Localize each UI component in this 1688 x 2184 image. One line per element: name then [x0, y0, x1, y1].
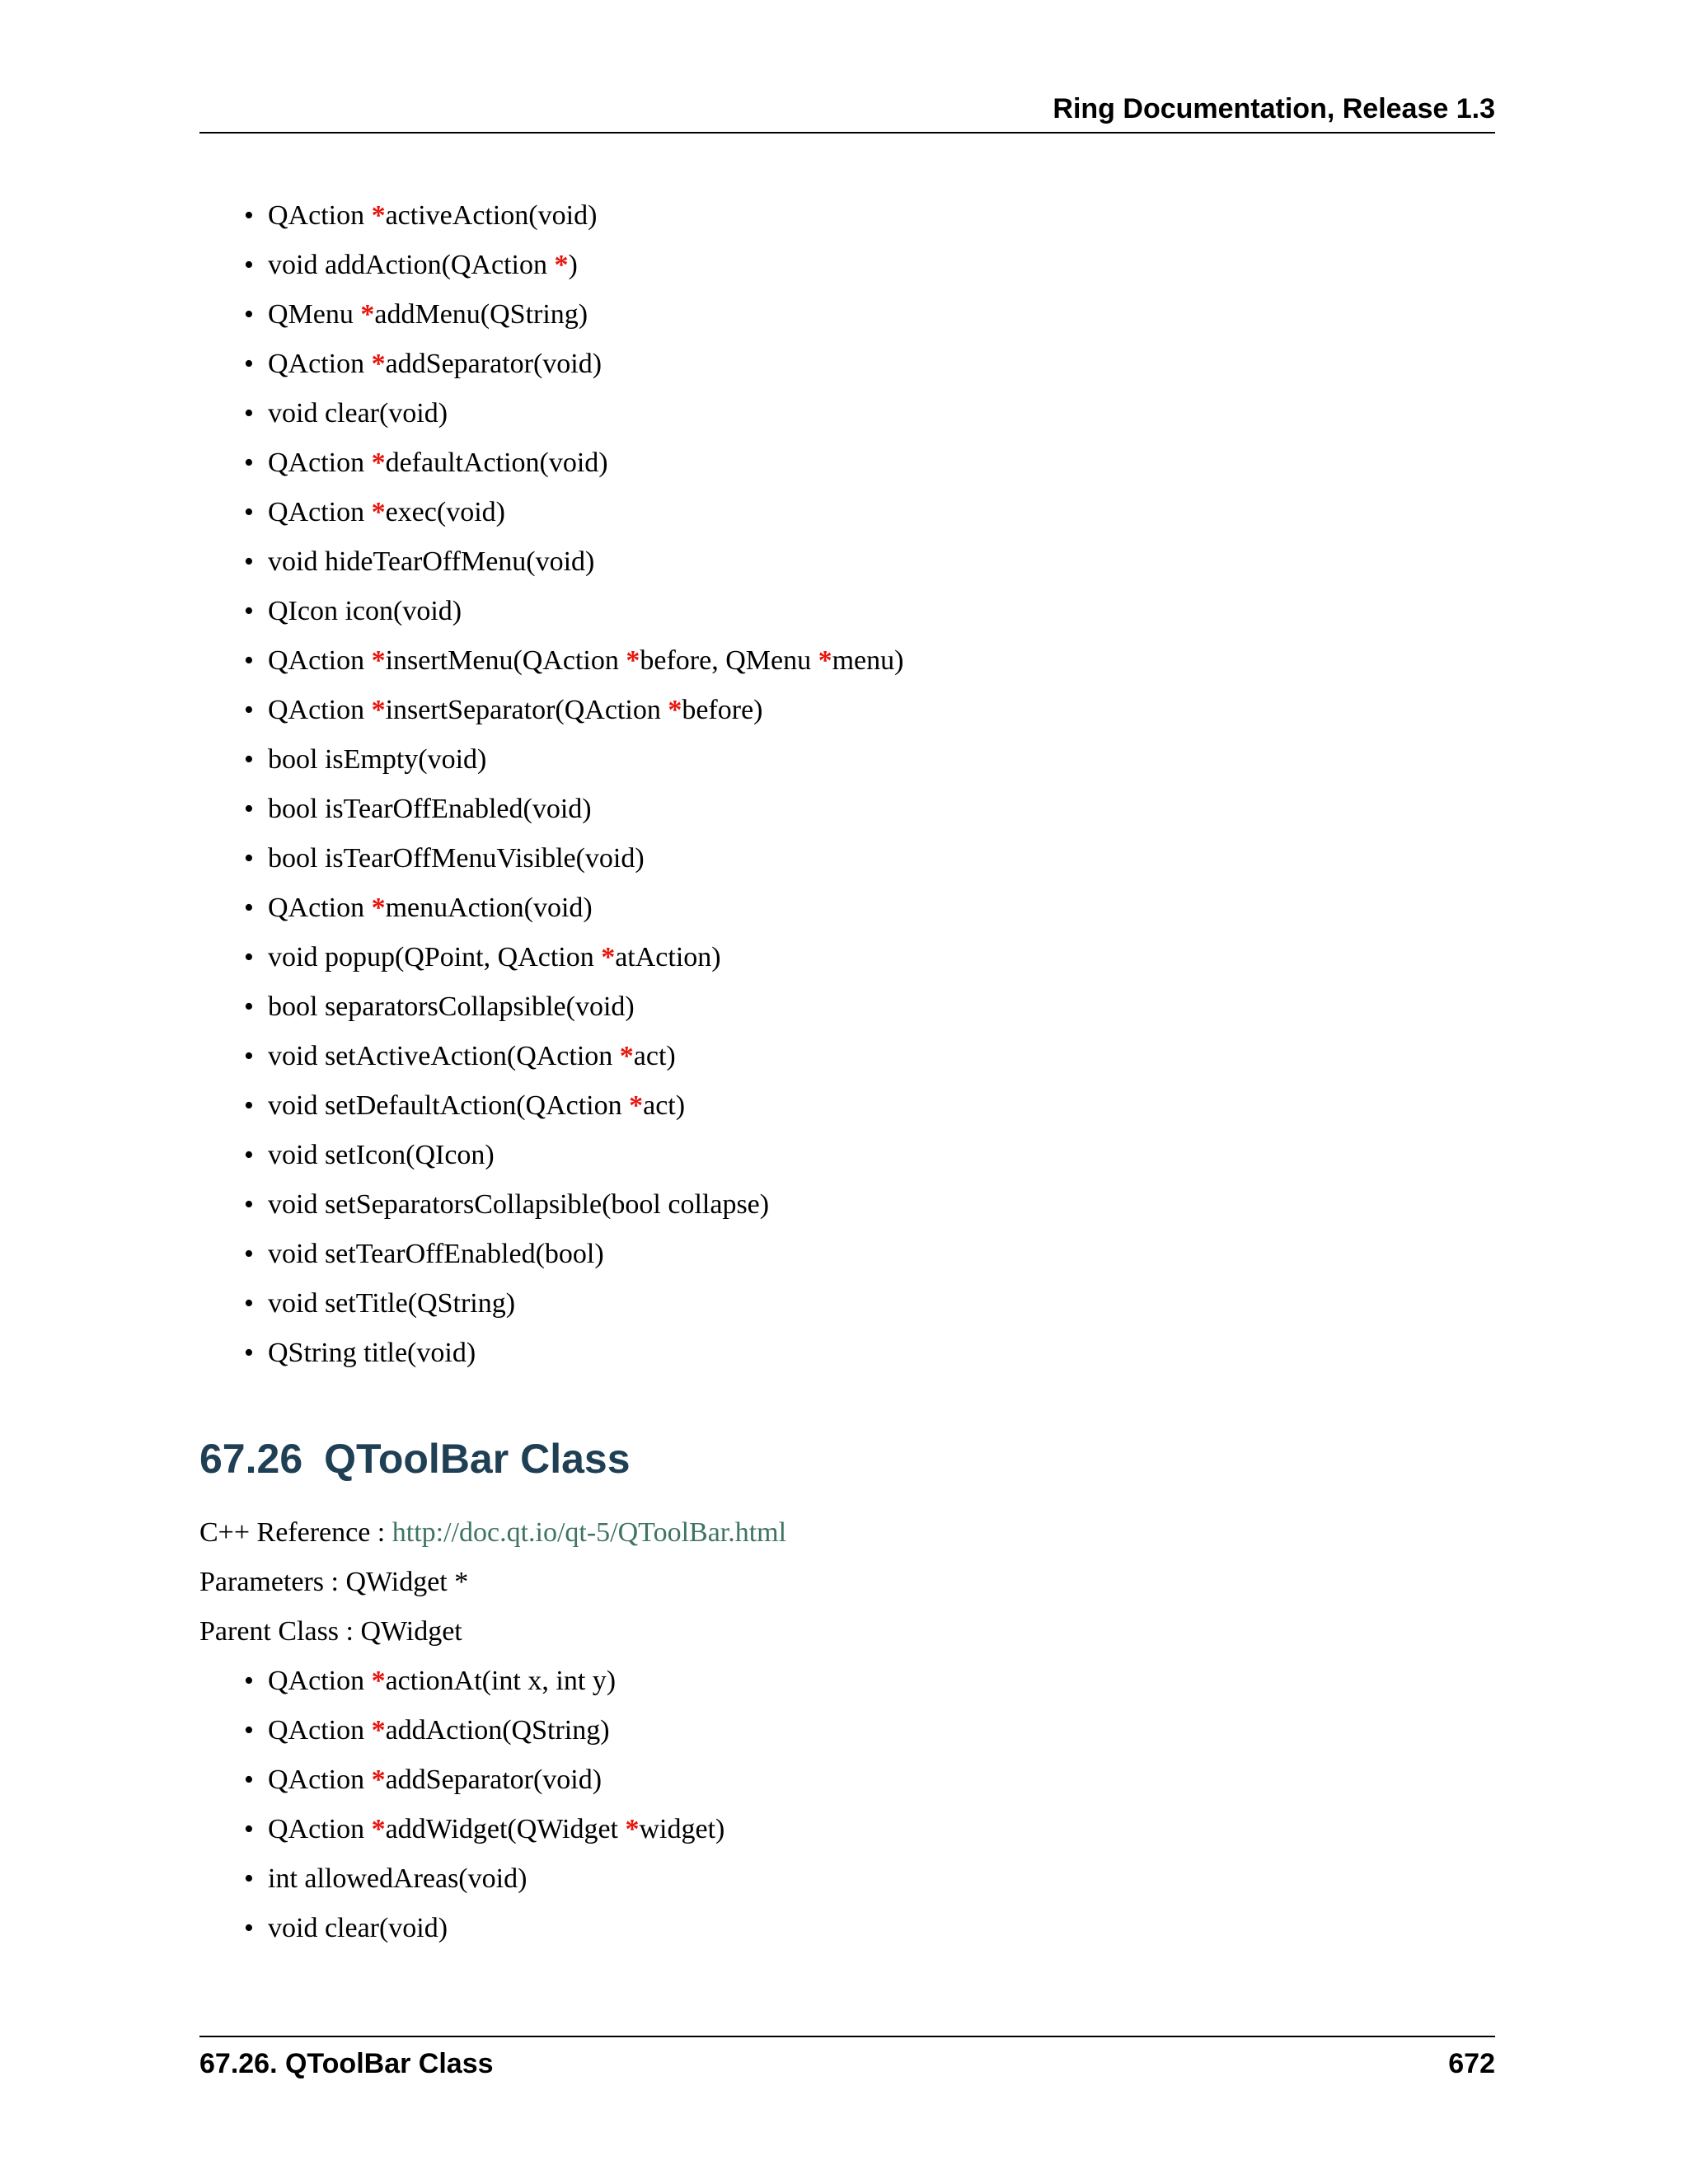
method-signature: [268, 241, 578, 290]
pointer-asterisk: *: [626, 645, 640, 676]
method-signature: [268, 1081, 685, 1131]
bullet-icon: •: [244, 546, 254, 577]
method-signature: [268, 1131, 495, 1180]
method-signature: [268, 982, 635, 1032]
method-signature: [268, 636, 903, 686]
method-signature: [268, 1180, 769, 1230]
signature-segment: QAction: [268, 695, 372, 725]
signature-segment: QAction: [268, 645, 372, 676]
signature-segment: QAction: [268, 497, 372, 527]
cpp-reference-label: C++ Reference :: [199, 1517, 392, 1548]
signature-segment: QAction: [268, 1715, 372, 1746]
method-list-item: [0, 1854, 1401, 1904]
footer-section: 67.26. QToolBar Class: [199, 2048, 494, 2079]
method-signature: [268, 883, 593, 933]
signature-segment: void setTearOffEnabled(bool): [268, 1239, 604, 1269]
signature-segment: void setTitle(QString): [268, 1288, 516, 1319]
header-title: Ring Documentation, Release 1.3: [1053, 93, 1495, 124]
method-list-item: [0, 587, 1401, 636]
method-signature: [268, 1329, 476, 1378]
signature-segment: int allowedAreas(void): [268, 1863, 528, 1894]
signature-segment: QAction: [268, 1666, 372, 1696]
pointer-asterisk: *: [371, 893, 386, 923]
page-header: [199, 91, 1495, 134]
signature-segment: act): [643, 1090, 686, 1121]
signature-segment: QAction: [268, 448, 372, 478]
signature-segment: act): [633, 1041, 676, 1071]
bullet-icon: •: [244, 695, 254, 725]
signature-segment: activeAction(void): [385, 200, 598, 231]
method-signature: [268, 1904, 448, 1953]
signature-segment: QAction: [268, 349, 372, 379]
method-list-item: [0, 438, 1401, 488]
method-list-item: [0, 1329, 1401, 1378]
signature-segment: actionAt(int x, int y): [385, 1666, 617, 1696]
bullet-icon: •: [244, 991, 254, 1022]
signature-segment: bool isEmpty(void): [268, 744, 487, 775]
method-signature: [268, 933, 721, 982]
parent-class-line: Parent Class : QWidget: [199, 1616, 462, 1647]
method-signature: [268, 735, 486, 785]
method-list-item: [0, 1657, 1401, 1706]
method-list-item: [0, 686, 1401, 735]
signature-segment: QAction: [268, 200, 372, 231]
method-signature: [268, 1854, 527, 1904]
signature-segment: void setIcon(QIcon): [268, 1140, 495, 1170]
signature-segment: QMenu: [268, 299, 361, 330]
signature-segment: QIcon icon(void): [268, 596, 462, 626]
page-number: 672: [1448, 2048, 1495, 2079]
bullet-icon: •: [244, 200, 254, 231]
method-signature: [268, 1755, 602, 1805]
method-signature: [268, 389, 448, 438]
section-heading: [199, 1430, 631, 1488]
bullet-icon: •: [244, 1715, 254, 1746]
method-list-item: [0, 1279, 1401, 1329]
signature-segment: menuAction(void): [385, 893, 593, 923]
pointer-asterisk: *: [371, 448, 386, 478]
signature-segment: widget): [639, 1814, 725, 1844]
method-signature: [268, 438, 608, 488]
signature-segment: void clear(void): [268, 1913, 448, 1943]
method-signature: [268, 1805, 724, 1854]
method-signature: [268, 1279, 515, 1329]
signature-segment: atAction): [615, 942, 721, 972]
pointer-asterisk: *: [371, 497, 386, 527]
method-signature: [268, 537, 594, 587]
signature-segment: QString title(void): [268, 1338, 476, 1368]
method-signature: [268, 1032, 676, 1081]
method-list-item: [0, 241, 1401, 290]
pointer-asterisk: *: [625, 1814, 640, 1844]
pointer-asterisk: *: [818, 645, 832, 676]
method-signature: [268, 340, 602, 389]
method-signature: [268, 1706, 610, 1755]
bullet-icon: •: [244, 398, 254, 429]
signature-segment: insertSeparator(QAction: [385, 695, 668, 725]
page-footer: [199, 2036, 1495, 2083]
bullet-icon: •: [244, 1814, 254, 1844]
bullet-icon: •: [244, 299, 254, 330]
pointer-asterisk: *: [371, 695, 386, 725]
signature-segment: QAction: [268, 1814, 372, 1844]
pointer-asterisk: *: [371, 349, 386, 379]
signature-segment: addSeparator(void): [385, 349, 603, 379]
method-list-item: [0, 1032, 1401, 1081]
bullet-icon: •: [244, 448, 254, 478]
method-list-item: [0, 933, 1401, 982]
method-list-item: [0, 290, 1401, 340]
pointer-asterisk: *: [371, 200, 386, 231]
method-list-item: [0, 1131, 1401, 1180]
bullet-icon: •: [244, 1765, 254, 1795]
method-signature: [268, 290, 588, 340]
signature-segment: bool isTearOffMenuVisible(void): [268, 843, 645, 874]
signature-segment: void addAction(QAction: [268, 250, 555, 280]
method-signature: [268, 488, 505, 537]
pointer-asterisk: *: [371, 1814, 386, 1844]
signature-segment: void clear(void): [268, 398, 448, 429]
method-list-item: [0, 883, 1401, 933]
pointer-asterisk: *: [371, 645, 386, 676]
signature-segment: menu): [832, 645, 904, 676]
method-signature: [268, 191, 597, 241]
method-list-item: [0, 785, 1401, 834]
method-list-item: [0, 1706, 1401, 1755]
signature-segment: before, QMenu: [640, 645, 818, 676]
parameters-line: Parameters : QWidget *: [199, 1567, 469, 1597]
signature-segment: QAction: [268, 1765, 372, 1795]
signature-segment: void popup(QPoint, QAction: [268, 942, 602, 972]
method-list-item: [0, 982, 1401, 1032]
method-signature: [268, 1657, 616, 1706]
pointer-asterisk: *: [601, 942, 616, 972]
signature-segment: bool isTearOffEnabled(void): [268, 794, 592, 824]
pointer-asterisk: *: [619, 1041, 634, 1071]
method-signature: [268, 587, 462, 636]
bullet-icon: •: [244, 1913, 254, 1943]
bullet-icon: •: [244, 744, 254, 775]
method-list-item: [0, 488, 1401, 537]
pointer-asterisk: *: [371, 1715, 386, 1746]
pointer-asterisk: *: [554, 250, 569, 280]
pointer-asterisk: *: [371, 1765, 386, 1795]
bullet-icon: •: [244, 1338, 254, 1368]
section-title-text: QToolBar Class: [324, 1436, 631, 1482]
pointer-asterisk: *: [668, 695, 682, 725]
method-list-item: [0, 735, 1401, 785]
method-list-item: [0, 1230, 1401, 1279]
method-list-item: [0, 1904, 1401, 1953]
method-list-item: [0, 389, 1401, 438]
bullet-icon: •: [244, 250, 254, 280]
method-signature: [268, 686, 762, 735]
bullet-icon: •: [244, 1288, 254, 1319]
signature-segment: void hideTearOffMenu(void): [268, 546, 595, 577]
bullet-icon: •: [244, 893, 254, 923]
bullet-icon: •: [244, 942, 254, 972]
method-signature: [268, 1230, 604, 1279]
bullet-icon: •: [244, 596, 254, 626]
method-list-item: [0, 340, 1401, 389]
signature-segment: addWidget(QWidget: [385, 1814, 626, 1844]
bullet-icon: •: [244, 794, 254, 824]
bullet-icon: •: [244, 843, 254, 874]
bullet-icon: •: [244, 497, 254, 527]
signature-segment: bool separatorsCollapsible(void): [268, 991, 635, 1022]
signature-segment: addSeparator(void): [385, 1765, 603, 1795]
signature-segment: before): [682, 695, 763, 725]
bullet-icon: •: [244, 645, 254, 676]
cpp-reference-line: [199, 1508, 786, 1558]
method-list-item: [0, 1755, 1401, 1805]
signature-segment: ): [568, 250, 578, 280]
method-list-item: [0, 636, 1401, 686]
signature-segment: void setSeparatorsCollapsible(bool collapse): [268, 1189, 770, 1220]
method-signature: [268, 785, 592, 834]
signature-segment: QAction: [268, 893, 372, 923]
method-signature: [268, 834, 645, 883]
cpp-reference-link[interactable]: http://doc.qt.io/qt-5/QToolBar.html: [392, 1517, 787, 1548]
signature-segment: addAction(QString): [385, 1715, 610, 1746]
signature-segment: addMenu(QString): [374, 299, 588, 330]
pointer-asterisk: *: [629, 1090, 644, 1121]
pointer-asterisk: *: [371, 1666, 386, 1696]
bullet-icon: •: [244, 1189, 254, 1220]
bullet-icon: •: [244, 1666, 254, 1696]
bullet-icon: •: [244, 1041, 254, 1071]
pointer-asterisk: *: [360, 299, 375, 330]
section-number: 67.26: [199, 1436, 303, 1482]
method-list-item: [0, 1081, 1401, 1131]
bullet-icon: •: [244, 349, 254, 379]
signature-segment: void setDefaultAction(QAction: [268, 1090, 630, 1121]
method-list-item: [0, 834, 1401, 883]
signature-segment: insertMenu(QAction: [385, 645, 626, 676]
bullet-icon: •: [244, 1140, 254, 1170]
bullet-icon: •: [244, 1239, 254, 1269]
bullet-icon: •: [244, 1090, 254, 1121]
method-list-item: [0, 1805, 1401, 1854]
signature-segment: exec(void): [385, 497, 505, 527]
signature-segment: defaultAction(void): [385, 448, 608, 478]
method-list-item: [0, 1180, 1401, 1230]
signature-segment: void setActiveAction(QAction: [268, 1041, 620, 1071]
method-list-item: [0, 537, 1401, 587]
method-list-item: [0, 191, 1401, 241]
bullet-icon: •: [244, 1863, 254, 1894]
